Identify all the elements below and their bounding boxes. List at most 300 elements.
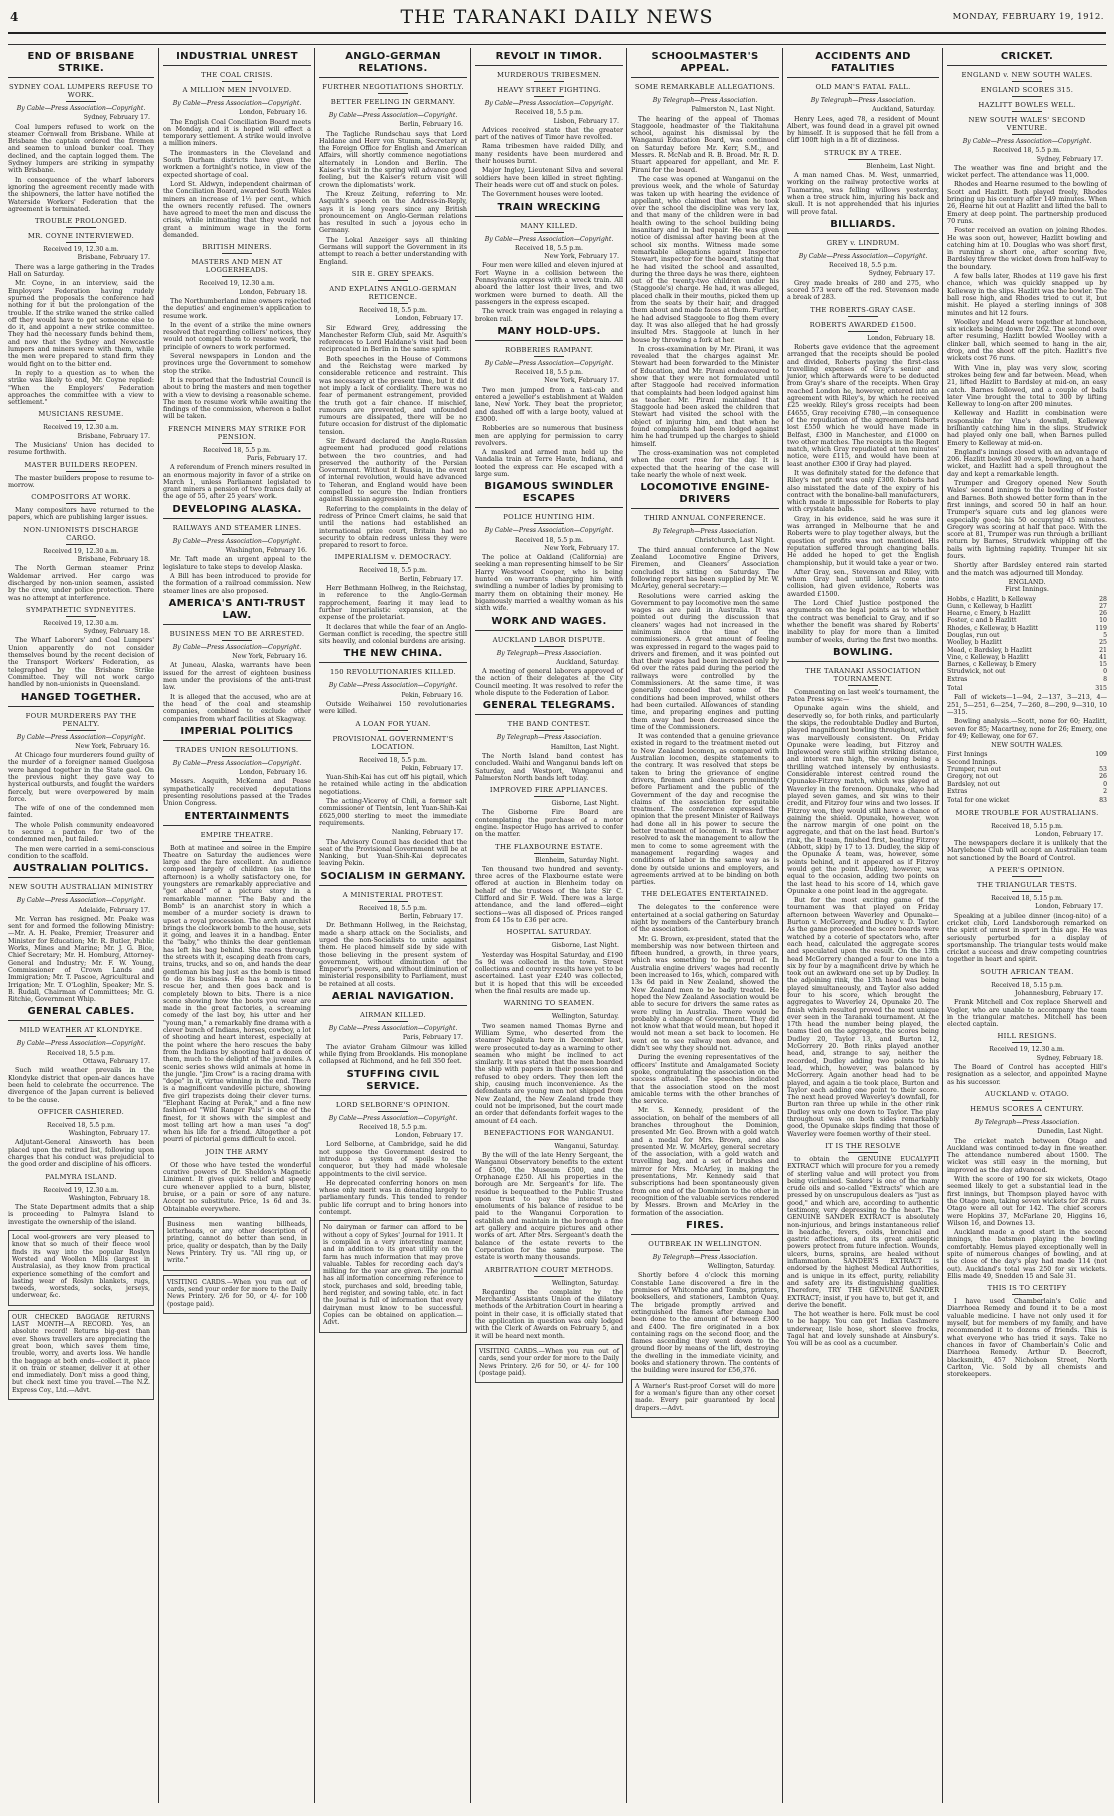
subheading: IT IS THE RESOLVE [787, 1142, 939, 1153]
subheading: AUCKLAND LABOR DISPUTE. [475, 636, 623, 647]
paragraph: At Chicago four murderers found guilty of the murder of a foreigner named Guelgosa were hanged together in the State gaol. On the previous night they gave way to hysterical outbursts, and fought the warders fiercely, but were overpowered by main force. [8, 751, 154, 803]
headline: LOCOMOTIVE ENGINE-DRIVERS [631, 482, 779, 509]
masthead [8, 6, 1106, 34]
byline: By Cable—Press Association—Copyright. [328, 1025, 458, 1033]
paragraph: The Lord Chief Justice postponed the arguments on the legal points as to whether the contract was beneficial to Gray, and if so whether the benefit was shared by Roberts' inability to play for more than a limited number of weeks, during the first two months. [787, 599, 939, 644]
headline: REVOLT IN TIMOR. [475, 51, 623, 66]
paragraph: It was definitely stated for the defence that Riley's net profit was only £300. Roberts had also misstated the date of the expiry of his contract with the bonaline-ball manufacturers, which made it impossible for Roberts to play with crystalate balls. [787, 468, 939, 514]
byline: By Telegraph—Press Association. [974, 1118, 1080, 1126]
paragraph: Many compositors have returned to the papers, which are publishing larger issues. [8, 506, 154, 522]
dateline: New York, February 17. [544, 253, 619, 261]
paragraph: Auckland made a good start in the second innings, the batsmen playing the bowling comfortably. Hemus played exceptionally well in spite of numerous changes of bowling, and at the close of the day's play had made 114 (not out). Auckland's total was 250 for six wickets. Ellis made 49, Snedden 15 and Sale 31. [947, 1228, 1107, 1280]
byline: By Cable—Press Association—Copyright. [328, 112, 458, 119]
score-table [947, 751, 1107, 795]
paragraph: Fall of wickets—1—94, 2—137, 3—213, 4—251, 5—251, 6—254, 7—260, 8—290, 9—310, 10—315. [947, 693, 1107, 716]
subheading: MILD WEATHER AT KLONDYKE. [8, 1026, 154, 1037]
subheading: SIR E. GREY SPEAKS. [319, 270, 467, 281]
dateline: Auckland, Saturday. [556, 658, 619, 666]
subheading: ENGLAND v. NEW SOUTH WALES. [947, 71, 1107, 82]
paragraph: But for the most exciting game of the tournament was that played on Friday afternoon between Waverley and Opunake—Burton v. McGorrery, and Dudley v. D. Taylor. As the game proceeded the score boards were watched by a coterie of spectators who, after each head, calculated the aggregate scores and speculated upon the result. On the 13th head McGorrery changed a four to one into a six by four by a magnificent drive by which he took out an awkward one set up by Dudley. In the adjoining rink, the 13th head was being played simultaneously, and Taylor also added four to his score, which brought the aggregates to Waverley 24, Opunake 20. The finish which resulted proved the most unique ever seen in the Taranaki tournament. At the 17th head the number being played, the teams tied on the aggregate, the scores being Dudley 20, Taylor 13, and Burton 12, McGorrery 20. Both rinks played another head, and, strange to say, neither the recorded, Dudley adding two points to his lead, which, however, was balanced by McGorrery. Again another head had to be played, and again a tie took place, Burton and Taylor each adding one point to their score. The next head proved Waverley's downfall, for Burton ran three up while in the other rink Dudley was only one down to Taylor. The play throughout was on both sides remarkably good, the Opunake skips finding that those of Waverley were foemen worthy of their steel. [787, 896, 939, 1138]
score-name: Hobbs, c Hazlitt, b Kelleway [947, 595, 1036, 603]
issue-date: MONDAY, FEBRUARY 19, 1912. [952, 12, 1104, 22]
dateline: London, February 18. [867, 334, 935, 342]
paragraph: Mr. Verran has resigned. Mr. Peake was sent for and formed the following Ministry:—Mr. A. H. Peake, Premier, Treasurer and Minister for Education; Mr. R. Butler, Public Works, Mines and Marine; Mr. J. G. Bice, Chief Secretary; Mr. H. Homburg, Attorney-General and Industry; Mr. F. W. Young, Commissioner of Crown Lands and Immigration; Mr. T. Pascoe, Agricultural and Irrigation; Mr. T. O'Loghlin, Speaker; Mr. S. B. Rudall, Chairman of Committees; Mr. G. Ritchie, Government Whip. [8, 914, 154, 1004]
paragraph: Rhodes and Hearne resumed to the bowling of Scott and Hazlitt. Both played freely, Rhodes bringing up his century after 149 minutes. When 26, Hearne hit out at Hazlitt and lifted the ball to Emery at deep point. The partnership produced 70 runs. [947, 180, 1107, 225]
score-value: 25 [1099, 639, 1107, 647]
advertisement [631, 1379, 779, 1418]
byline: By Telegraph—Press Association. [496, 649, 602, 657]
subheading: HILL RESIGNS. [947, 1032, 1107, 1043]
dateline: Christchurch, Last Night. [694, 537, 775, 545]
received-line: Received 18, 5.5 p.m. [993, 147, 1061, 155]
paragraph: The newspapers declare it is unlikely that the Marylebone Club will accept an Australian team not sanctioned by the Board of Control. [947, 839, 1107, 862]
subheading: OFFICER CASHIERED. [8, 1108, 154, 1119]
paragraph: The master builders propose to resume to-morrow. [8, 473, 154, 489]
dateline: Pekin, February 17. [401, 764, 463, 772]
received-line: Received 18, 5.5 p.m. [359, 1123, 427, 1131]
paragraph: Lord St. Aldwyn, independent chairman of the Conciliation Board, awarded South Wales miners an increase of 1½ per cent., which the owners recently refused. The owners have agreed to meet the men and discuss the crisis, while intimating that they would not grant a minimum wage in the form demanded. [163, 179, 311, 240]
score-value: 119 [1095, 624, 1107, 632]
dateline: Sydney, February 17. [83, 114, 150, 122]
score-name: Barnes, c Kelleway, b Emery [947, 661, 1037, 669]
advertisement-text: OUR CHECKED BAGGAGE RETURNS LAST MONTH—A RECORD. Yes, an absolute record! Returns big-gest than ever. Shows travellers are appreciating the great boon, which saves them time, trouble, worry, and averts loss. We handle the baggage at both ends—collect it, place it on train or steamer, deliver it at other end immediately. Don't miss a good thing, but check next time you travel.—The N.Z. Express Coy., Ltd.—Advt. [12, 1313, 150, 1394]
score-name: Strudwick, not out [947, 668, 1006, 676]
subheading: MR. COYNE INTERVIEWED. [8, 232, 154, 243]
paragraph: Trumper and Gregory opened New South Wales' second innings to the bowling of Foster and Barnes. Both showed better form than in the first innings, and scored 50 in half an hour. Trumper's square cuts and leg glances were especially good; his 50 occupying 45 minutes. Gregory was scoring at half that pace. With the score at 81, Trumper was run through a brilliant return by Barnes, Strudwick whipping off the bails with lightning rapidity. Trumper hit six fours. [947, 479, 1107, 561]
score-value: 0 [1103, 668, 1107, 676]
byline: By Cable—Press Association—Copyright. [484, 527, 614, 535]
paragraph: In reply to a question as to when the strike was likely to end, Mr. Coyne replied: "When the Employers' Federation approaches the committee with a view to settlement." [8, 368, 154, 407]
paragraph: There was a large gathering in the Trades Hall on Saturday. [8, 262, 154, 279]
paragraph: Roberts gave evidence that the agreement arranged that the receipts should be pooled and divided, Roberts paying the first-class travelling expenses of Gray's senior and junior, which afterwards were to be deducted from Gray's share of the receipts. When Gray reached London he, however, entered into an agreement with Riley's, by which he received £25 weekly. Riley's gross receipts had been £4655, Gray receiving £780,—in consequence of the repudiation of the agreement Roberts lost £550 which he would have made in Belfast, £300 in Manchester, and £1000 on two other matches. The receipts in the Regent match, which Gray repudiated at ten minutes' notice, were £115, and would have been at least another £300 if Gray had played. [787, 342, 939, 468]
subheading: THE FLAXBOURNE ESTATE. [475, 843, 623, 854]
received-line: Received 19, 12.30 a.m. [43, 619, 119, 627]
paragraph: Mr. G. Brown, ex-president, stated that the membership was now between thirteen and fifteen hundred, a growth, in three years, which was something to be proud of. In Australia engine drivers' wages had recently been increased to 16s, which, compared with 13s 6d paid in New Zealand, showed the New Zealand men to be badly treated. He hoped the New Zealand Association would be able to secure for drivers the same rates as were ruling in Australia. There would be probably a change of Government. They did not know what that would mean, but hoped it would not mean a set back to locomen. He went on to see railway men advance, and didn't see why they should not. [631, 934, 779, 1053]
byline: By Cable—Press Association—Copyright. [484, 235, 614, 243]
score-row [947, 617, 1107, 624]
headline: MANY HOLD-UPS. [475, 326, 623, 341]
dateline: New York, February 17. [544, 544, 619, 552]
subheading: MASTERS AND MEN AT LOGGERHEADS. [163, 258, 311, 277]
subheading: A PEER'S OPINION. [947, 866, 1107, 877]
paragraph: Frank Mitchell and Cox replace Sherwell and Vogler, who are unable to accompany the team in the triangular matches. Mitchell has been elected captain. [947, 998, 1107, 1029]
dateline: Nanking, February 17. [391, 829, 463, 837]
headline: SOCIALISM IN GERMANY. [319, 871, 467, 886]
subheading: MURDEROUS TRIBESMEN. [475, 71, 623, 82]
subheading: ROBERTS AWARDED £1500. [787, 321, 939, 332]
dateline: Berlin, February 17. [399, 575, 463, 583]
score-table [947, 685, 1107, 692]
paragraph: Mr. S. Kennedy, president of the association, on behalf of the members of all branches throughout the Dominion, presented Mr. Geo. Brown with a gold watch and a medal for Mrs. Brown, and also presented Mr. W. McArley, general secretary of the association, with a gold watch and travelling bag, and a set of brushes and mirror for Mrs. McArley, in making the presentations, Mr. Kennedy said that subscriptions had been spontaneously given from one end of the Dominion to the other in recognition of the valuable services rendered by Messrs. Brown and McArley in the formation of the association. [631, 1106, 779, 1217]
received-line: Received 19, 12.30 a.m. [199, 280, 275, 288]
headline: HANGED TOGETHER. [8, 692, 154, 707]
byline: By Cable—Press Association—Copyright. [16, 897, 146, 905]
byline: By Cable—Press Association—Copyright. [172, 643, 302, 651]
paragraph: A meeting of general laborers approved of the action of their delegates at the City Council meeting. It was resolved to refer the whole dispute to the Federation of Labor. [475, 667, 623, 698]
paragraph: Adjutant-General Ainsworth has been placed upon the retired list, following upon charges that his conduct was prejudicial to the good order and discipline of his officers. [8, 1138, 154, 1169]
headline: BOWLING. [787, 647, 939, 662]
score-row [947, 596, 1107, 603]
score-name: First Innings [947, 751, 988, 759]
byline: By Cable—Press Association—Copyright. [172, 100, 302, 107]
subheading: HEMUS SCORES A CENTURY. [947, 1105, 1107, 1116]
column-2 [158, 48, 315, 1803]
dateline: London, February 16. [239, 109, 307, 117]
subheading: EMPIRE THEATRE. [163, 831, 311, 842]
advertisement-text: Business men wanting billheads, letterheads, or any other description of printing, cannot do better than send, in price, quality or despatch, than by the Daily News Printery. Try us. "All ring up, or write." [167, 1220, 307, 1265]
subheading: A LOAN FOR YUAN. [319, 720, 467, 731]
dateline: New York, February 16. [232, 653, 307, 661]
paragraph: Kelleway and Hazlitt in combination were responsible for Vine's downfall, Kelleway brilliantly catching him in the slips. Strudwick had played only one ball, when Barnes pulled Emery to Kelleway at mid-on. [947, 409, 1107, 447]
score-name: Gregory, not out [947, 773, 999, 781]
score-value: 26 [1099, 773, 1107, 781]
paragraph: The hearing of the appeal of Thomas Staggoole, headmaster of the Tiakitahuna school, against his dismissal by the Wanganui Education Board, was continued on Saturday before Mr. Kerr, S.M., and Messrs. R. McNab and R. B. Broad. Mr. R. D. Stuart appeared for appellant, and Mr. F. Pirani for the board. [631, 114, 779, 174]
byline: By Telegraph—Press Association. [652, 97, 758, 104]
score-name: Trumper, run out [947, 766, 1001, 774]
paragraph: Four men were killed and eleven injured at Fort Wayne in a collision between the Pennsylvania express with a wreck train. All aboard the latter lost their lives, and two workmen were burned to death. All the passengers in the express escaped. [475, 261, 623, 306]
paragraph: England's innings closed with an advantage of 206. Hazlitt bowled 30 overs, bowling, on a hard wicket, and Hazlitt had a spell throughout the day and kept a remarkable length. [947, 447, 1107, 478]
column-5 [626, 48, 783, 1803]
dateline: Sydney, February 17. [1036, 155, 1103, 163]
received-line: Received 18, 5.5 p.m. [515, 244, 583, 252]
paragraph: Lord Selborne, at Cambridge, said he did not suppose the Government desired to introduce a system of spoils to the conqueror, but they had made wholesale appointments to the civil service. [319, 1140, 467, 1178]
score-value: 5 [1103, 632, 1107, 639]
byline: By Cable—Press Association—Copyright. [798, 252, 928, 260]
subheading: SYMPATHETIC SYDNEYITES. [8, 606, 154, 617]
paragraph: The police at Oakland (California) are seeking a man representing himself to be Sir Harry Westwood Cooper, who is being hunted on warrants charging him with swindling a number of ladies by promising to marry them on obtaining their money. He bigamously married a wealthy woman as his sixth wife. [475, 553, 623, 613]
score-row [947, 751, 1107, 758]
paragraph: By the will of the late Henry Sergeant, the Wanganui Observatory benefits to the extent of £500, the Museum £500, and the Orphanage £250. All his properties in the borough are Mr. Sergeant's for life. The residue is bequeathed to the Public Trustee upon trust to pay the interest and emoluments of his balance of residue to be paid to the Wanganui Corporation to establish and maintain in the borough a fine art gallery and acquire pictures and other works of art. After Mrs. Sergeant's death the balance of the estate reverts to the Corporation for the same purpose. The estate is worth many thousands. [475, 1151, 623, 1262]
headline: GENERAL TELEGRAMS. [475, 700, 623, 715]
paragraph: The aviator Graham Gilmour was killed while flying from Brooklands. His monoplane collapsed at Richmond, and he fell 350 feet. [319, 1042, 467, 1066]
score-value: 109 [1095, 751, 1107, 759]
paragraph: The Lokal Anzeiger says all thinking Germans will support the Government in its attempt to reach a better understanding with England. [319, 235, 467, 266]
headline: BILLIARDS. [787, 219, 939, 234]
paragraph: Opunake again wins the shield, and deservedly so, for both rinks, and particularly the skips, the redoubtable Dudley and Burton, played magnificent bowling throughout, which was marvellously consistent. On Friday Opunake were leading, but Fitzroy and Inglewood were still within striking distance, and interest ran high, the evening being a thrilling watched intensely by enthusiasts. Considerable interest centred round the Opunake-Fitzroy match, which was played at Waverley in the forenoon. Opunake, who had played seven games, and six wins to their credit, and Fitzroy four wins and two losses. If Fitzroy won, they would still have a chance of gaining the shield. Opunake, however, won the narrow margin of one point on the aggregate, and that on the last head. Burton's rink, the B team, finished first, beating Fitzroy (Abbott, skip) by 17 to 13. Dudley, the skip of the Opunake A team, was, however, some points behind, and it appeared as if Fitzroy would get the point. Dudley, however, was equal to the occasion, adding two points on the last head to his score of 14, which gave Opunake a one point lead in the aggregate. [787, 704, 939, 895]
paragraph: Of those who have tested the wonderful curative powers of Dr. Sheldon's Magnetic Liniment. It gives quick relief and speedy cure whenever applied to a burn, blister, bruise, or a pain or sore of any nature. Accept no substitute. Price, 1s 6d and 3s. Obtainable everywhere. [163, 1160, 311, 1213]
dateline: Paris, February 17. [402, 1034, 463, 1042]
subheading: PALMYRA ISLAND. [8, 1173, 154, 1184]
score-name: Gunn, c Kelleway, b Hazlitt [947, 602, 1032, 610]
paragraph: The delegates to the conference were entertained at a social gathering on Saturday night by members of the Canterbury branch of the association. [631, 903, 779, 934]
paragraph: It is alleged that the accused, who are at the head of the coal and steamship companies, combined to exclude other companies from wharf facilities at Skagway. [163, 692, 311, 723]
column-7 [942, 48, 1107, 1803]
subheading: THE BAND CONTEST. [475, 720, 623, 731]
paragraph: to obtain the GENUINE EUCALYPTI EXTRACT which will procure for you a remedy of sterling value and will protect you from being victimised. Sanders' is one of the many crude oils and so-called "Extracts" which are pressed by on unscrupulous dealers as "just as good," and which are, according to authentic testimony, very depressing to the heart. The GENUINE SANDER EXTRACT is absolutely non-injurious, and brings instantaneous relief in headache, fevers, colds, bronchial and gastric affections, and its great antiseptic powers protect from future infection. Wounds, ulcers, burns, sprains, are healed without inflammation. SANDER'S EXTRACT is endorsed by the highest Medical Authorities, and is unique in its effect, purity, reliability and safety are its distinguishing qualities. Therefore, TRY THE GENUINE SANDER EXTRACT; insist, if you have to, but get it, and derive the benefit. [787, 1154, 939, 1309]
received-line: Received 18, 5.5 p.m. [359, 904, 427, 912]
score-row [947, 647, 1107, 654]
paragraph: Shortly before 4 o'clock this morning Constable Lane discovered a fire in the premises of Whitcombe and Tombs, printers, booksellers, and stationers, Lambton Quay. The brigade promptly arrived and extinguished the flames after damage had been done to the amount of between £300 and £400. The fire originated in a box containing rags on the second floor, and the flames ascending they went down to the ground floor by means of the lift, destroying the dwelling in the immediate vicinity, and books and stationery thrown. The contents of the building were insured for £56,376. [631, 1271, 779, 1375]
score-row [947, 603, 1107, 610]
subheading: ROBBERIES RAMPANT. [475, 346, 623, 357]
dateline: Brisbane, February 17. [77, 254, 150, 262]
byline: By Cable—Press Association—Copyright. [328, 682, 458, 690]
paragraph: Shortly after Bardsley entered rain started and the match was adjourned till Monday. [947, 561, 1107, 577]
paragraph: Both at matinee and soiree in the Empire Theatre on Saturday the audiences were large and the fare excellent. An audience composed largely of children (as in the afternoon) is a wholly satisfactory one, for youngsters are remarkably appreciative and "get ahead" of a picture story in a remarkable manner. "The Baby and the Bomb" is an anarchist story in which a member of a murder society is drawn to upset a royal procession. The arch anarchist brings the clockwork bomb to the house, sets it going, and leaves it in a handbag. Enter the "baby," who thinks the dear gentleman has left his bag behind. She races through the streets with it, escaping death from cars, trains, trucks, and so on, and hands the dear gentleman his bag just as the bomb is timed to do its business. He has a moment to rescue her, and then goes back and is completely blown to bits. There is a nice scene showing how the boots you wear are made in the great factories, a screaming comedy of the last boy, his utter and her "young man," a remarkably fine drama with a clever bunch of Indians, horses, cowboy, a lot of shooting and heart interest, especially at the point where the hero rescues the baby from the Indians by shooting half a dozen of them, much to the delight of the juveniles. A scenic series shows wild animals at home in the jungle. "Jim Crow" is a racing drama with "dope" in it, virtue winning in the end. There is a magnificent vandeville picture, showing five girl trapezists doing their clever turns. "Elephant Racing at Perak," and a fine new fashion-ed "Wild Ranger Pals" is one of the finest, for it shows with the simplest and most telling art how a man uses "a dog" when his life for a friend. Altogether a pot pourri of pictorial gems difficult to excel. [163, 843, 311, 1144]
paragraph: The men were carried in a semi-conscious condition to the scaffold. [8, 844, 154, 860]
paragraph: Foster received an ovation on joining Rhodes. He was soon out, however, Hazlitt bowling and catching him at 10. Douglas who was short first, in running a short one, after scoring five, Bardsley threw the wicket down from half-way to the boundary. [947, 226, 1107, 271]
subheading: THE TARANAKI ASSOCIATION TOURNAMENT. [787, 667, 939, 686]
score-row [947, 788, 1107, 795]
paragraph: Outside Weihaiwei 150 revolutionaries were killed. [319, 700, 467, 716]
subheading: THE ROBERTS-GRAY CASE. [787, 306, 939, 317]
paragraph: Yesterday was Hospital Saturday, and £190 5s 9d was collected in the town. Street collections and country results have yet to be ascertained. Last year £240 was collected, but it is hoped that this will be exceeded when the final results are made up. [475, 950, 623, 996]
headline: INDUSTRIAL UNREST [163, 51, 311, 66]
score-row [947, 781, 1107, 788]
headline: THE NEW CHINA. [319, 648, 467, 663]
paragraph: The weather was fine and bright and the wicket perfect. The attendance was 11,000. [947, 163, 1107, 180]
received-line: Received 19, 12.30 a.m. [989, 1046, 1065, 1054]
dateline: Hamilton, Last Night. [550, 743, 619, 751]
score-row [947, 610, 1107, 617]
headline: ACCIDENTS AND FATALITIES [787, 51, 939, 78]
score-value: 315 [1095, 685, 1107, 693]
subheading: TRADES UNION RESOLUTIONS. [163, 746, 311, 757]
paragraph: The Northumberland mine owners rejected the deputies' and enginemen's application to resume work. [163, 296, 311, 320]
received-line: Received 18, 5.5 p.m. [515, 536, 583, 544]
received-line: Received 19, 12.30 a.m. [43, 424, 119, 432]
score-row [947, 773, 1107, 780]
paragraph: The Musicians' Union has decided to resume forthwith. [8, 440, 154, 457]
paragraph: The State Department admits that a ship is proceeding to Palmyra Island to investigate the ownership of the island. [8, 1203, 154, 1226]
paragraph: Several newspapers in London and the provinces urge the Government to somehow stop the strike. [163, 352, 311, 375]
dateline: Sydney, February 17. [868, 270, 935, 278]
score-table [947, 797, 1107, 804]
column-1 [8, 48, 158, 1803]
score-name: Rhodes, c Kelleway, b Hazlitt [947, 624, 1039, 632]
dateline: Berlin, February 17. [399, 913, 463, 921]
byline: By Telegraph—Press Association. [652, 1253, 758, 1261]
subheading: 150 REVOLUTIONARIES KILLED. [319, 668, 467, 679]
paragraph: The hot weather is here. Folk must be cool to be happy. You can get Indian Cashmere underwear, lisle hose, short sleeve frocks, Tagal hat and lovely sunshade at Ainsbury's. You will be as cool as a cucumber. [787, 1310, 939, 1348]
subheading: FOUR MURDERERS PAY THE PENALTY. [8, 712, 154, 731]
paragraph: In cross-examination by Mr. Pirani, it was revealed that the charges against Mr. Stewart had been forwarded to the Minister of Education, and Mr. Pirani endeavoured to show that they were not formulated until after Staggoole had received information that complaints had been lodged against him as teacher. Mr. Pirani maintained that Staggoole had been asked the children that Stewart had visited the school with the object of injuring him, and that when he found complaints had been lodged against him he had trumped up the charges to shield himself. [631, 344, 779, 448]
paragraph: In the event of a strike the mine owners resolved that regarding colliers' notices, they would not compel them to resume work, the principle of owners to work performed. [163, 320, 311, 351]
score-name: Douglas, run out [947, 632, 1000, 639]
dateline: Johannesburg, February 17. [1015, 989, 1103, 997]
byline: By Cable—Press Association—Copyright. [962, 138, 1092, 145]
byline: By Telegraph—Press Association. [496, 734, 602, 742]
paragraph: The case was opened at Wanganui on the previous week, and the whole of Saturday was taken up with hearing the evidence of appellant, who claimed that when he took over the school the discipline was very lax, and that many of the children were in bad health owing to the school building being insanitary and in bad repair. He was given notice of dismissal after having been at the school six months. Witness made some remarkable allegations against Inspector Stewart, inspector for the board, stating that he had visited the school and assaulted, during the three days he was there, eighteen out of the twenty-two children under his (Staggoole's) charge. He had, it was alleged, placed chalk in their mouths, picked them up from the seats by their hair, and dragged them about and made faces at them. Further, he had advised Staggoole to flog them every day. It was also alleged that he had grossly insulted Mrs. Staggoole at lunch in her house by throwing a fork at her. [631, 174, 779, 344]
paragraph: The cricket match between Otago and Auckland was continued to-day in fine weather. The attendance numbered about 1500. The wicket was still easy in the morning, but improved as the day advanced. [947, 1136, 1107, 1174]
paragraph: The cross-examination was not completed when the court rose for the day. It is expected that the hearing of the case will take nearly the whole of next week. [631, 448, 779, 479]
paragraph: A masked and armed man held up the Vandalia train at Terre Haute, Indiana, and looted the express car. He escaped with a large sum. [475, 448, 623, 478]
centered-label: NEW SOUTH WALES. [991, 741, 1063, 750]
subheading: PROVISIONAL GOVERNMENT'S LOCATION. [319, 735, 467, 754]
centered-label: First Innings. [1005, 585, 1049, 594]
paragraph: The Gisborne Fire Board are contemplating the purchase of a motor engine. Inspector Hugo has arrived to confer on the matter. [475, 808, 623, 839]
paragraph: The acting-Viceroy of Chili, a former salt commissioner of Tientsin, lent Yuan-Shih-Kai £625,000 sterling to meet the immediate requirements. [319, 797, 467, 827]
advertisement [475, 1344, 623, 1383]
score-name: Second Innings. [947, 758, 998, 766]
paragraph: At Juneau, Alaska, warrants have been issued for the arrest of eighteen business men under the provisions of the anti-trust law. [163, 661, 311, 692]
score-value: 0 [1103, 780, 1107, 788]
headline: AERIAL NAVIGATION. [319, 991, 467, 1006]
paragraph: The whole Polish community endeavored to secure a pardon for two of the condemned men, but failed. [8, 820, 154, 844]
subheading: THIS IS TO CERTIFY [947, 1284, 1107, 1295]
received-line: Received 18, 5.15 p.m. [991, 895, 1063, 903]
masthead-rule [8, 44, 1106, 45]
dateline: Gisborne, Last Night. [551, 800, 619, 808]
paragraph: A few balls later, Rhodes at 119 gave his first chance, which was quickly snapped up by Kelleway in the slips. Hazlitt was the bowler. The ball rose high, and Rhodes tried to cut it, but mishit. He played a sterling innings of 308 minutes and hit 12 fours. [947, 272, 1107, 317]
paragraph: The Government houses were looted. [482, 190, 604, 199]
advertisement-text: Local wool-growers are very pleased to know that so much of their fleece wool finds its way into the popular Roslyn Worsted and Woollen Mills (largest in Australasia), as they know from practical experience something of the comfort and lasting wear of Roslyn blankets, rugs, tweeds, worsteds, socks, jerseys, underwear, &c. [12, 1234, 150, 1300]
subheading: STRUCK BY A TREE. [787, 149, 939, 160]
headline: ENTERTAINMENTS [163, 811, 311, 826]
score-name: Foster, c and b Hazlitt [947, 617, 1017, 625]
paragraph: Such mild weather prevails in the Klondyke district that open-air dances have been held to celebrate the occurrence. The divergence of the Japan current is believed to be the cause. [8, 1066, 154, 1104]
subheading: A MINISTERIAL PROTEST. [319, 891, 467, 902]
score-value: 8 [1103, 675, 1107, 683]
score-value: 27 [1099, 602, 1107, 610]
headline: TRAIN WRECKING [475, 202, 623, 217]
paragraph: Two men jumped from a taxi-cab and entered a jeweller's establishment at Walden lane, New York. They beat the proprietor, and dashed off with a large booty, valued at £3000. [475, 385, 623, 423]
paragraph: Robberies are so numerous that business men are applying for permission to carry revolvers. [475, 424, 623, 447]
subheading: HAZLITT BOWLES WELL. [947, 101, 1107, 112]
advertisement-text: VISITING CARDS.—When you run out of cards, send your order for more to the Daily News Printery. 2/6 for 50, or 4/- for 100 (postage paid). [167, 1278, 307, 1308]
dateline: Berlin, February 16. [399, 121, 463, 129]
score-name: Hearne, c Emery, b Hazlitt [947, 610, 1031, 618]
dateline: Wellington, Saturday. [551, 1279, 619, 1287]
column-4 [470, 48, 627, 1803]
headline: FIRES. [631, 1220, 779, 1235]
score-name: Mead, c Bardsley, b Hazlitt [947, 646, 1032, 654]
paragraph: Yuan-Shih-Kai has cut off his pigtail, which he retained while acting in the abdication negotiations. [319, 773, 467, 796]
byline: By Cable—Press Association—Copyright. [172, 759, 302, 767]
subheading: COMPOSITORS AT WORK. [8, 493, 154, 504]
paragraph: It declares that while the fear of an Anglo-German conflict is receding, the spectre still sits heavily, and colonial burdens are arising. [319, 622, 467, 646]
paragraph: A Bill has been introduced to provide for the formation of a railroad commission. New steamer lines are also proposed. [163, 571, 311, 595]
received-line: Received 18, 5.5 p.m. [829, 262, 897, 270]
paragraph: Messrs. Asquith, McKenna and Pease sympathetically received deputations presenting resolutions passed at the Trades Union Congress. [163, 777, 311, 808]
subheading: THIRD ANNUAL CONFERENCE. [631, 514, 779, 525]
byline: By Telegraph—Press Association. [652, 528, 758, 536]
advertisement-text: VISITING CARDS.—When you run out of cards, send your order for more to the Daily News Printery. 2/6 for 50, or 4/- for 100 (postage paid). [479, 1347, 619, 1377]
score-value: 10 [1099, 617, 1107, 625]
paragraph: Sir Edward Grey, addressing the Manchester Reform Club, said Mr. Asquith's references to Lord Haldane's visit had been reciprocated in Berlin in the same spirit. [319, 323, 467, 354]
score-row [947, 676, 1107, 683]
paragraph: The Wharf Laborers' and Coal Lumpers' Union apparently do not consider themselves bound by the recent decision of the Transport Workers' Federation, as telegraphed by the Brisbane Strike Committee. They will not work cargo handled by non-unionists in Queensland. [8, 636, 154, 689]
subheading: BUSINESS MEN TO BE ARRESTED. [163, 630, 311, 641]
dateline: London, February 17. [395, 1132, 463, 1140]
paragraph: Advices received state that the greater part of the natives of Timor have revolted. [475, 125, 623, 142]
score-name: Bardsley, not out [947, 780, 1000, 788]
received-line: Received 18, 5.15 p.m. [991, 822, 1063, 830]
paragraph: The ironmasters in the Cleveland and South Durham districts have given the workmen a fortnight's notice, in view of the expected shortage of coal. [163, 148, 311, 179]
score-row [947, 797, 1107, 804]
subheading: THE TRIANGULAR TESTS. [947, 881, 1107, 892]
paragraph: Sir Edward declared the Anglo-Russian agreement had produced good relations between the two countries, and had preserved the authority of the Persian Government. Without it Russia, in the event of internal revolution, would have advanced to Teheran, and England would have been compelled to secure the Indian frontiers against Russian aggression. [319, 436, 467, 504]
subheading: POLICE HUNTING HIM. [475, 513, 623, 524]
advertisement-text: A Warner's Rust-proof Corset will do more for a woman's figure than any other corset made. Every pair guaranteed by local drapers.—Advt. [635, 1382, 775, 1412]
paragraph: Woolley and Mead were together at luncheon, six wickets being down for 262. The second over after resuming, Hazlitt bowled Woolley with a clinker ball, which seemed to hang in the air, drop, and the shoot off the pitch. Hazlitt's five wickets cost 76 runs. [947, 317, 1107, 363]
subheading: IMPROVED FIRE APPLIANCES. [475, 786, 623, 797]
paragraph: Two seamen named Thomas Byrne and William Syme, who deserted from the steamer Ngakuta here in December last, were prosecuted to-day as a warning to other seamen who might be inclined to act similarly. It was stated that the men boarded the ship with papers in their possession and refused to obey orders. They then left the ship, causing much inconvenience. As the defendants are young men not shipped from New Zealand, the New Zealand trade they could not be imprisoned, but the court made an order that defendants forfeit wages to the amount of £4 each. [475, 1021, 623, 1125]
subheading: RAILWAYS AND STEAMER LINES. [163, 524, 311, 535]
subheading: JOIN THE ARMY [163, 1148, 311, 1159]
advertisement-text: No dairyman or farmer can afford to be without a copy of Sykes' Journal for 1911. It is compiled in a very interesting manner, and in addition to its great utility on the farm has much information that may prove valuable. Tables for recording each day's milking for the year are given. The journal has all information concerning reference to stock, purchases and sold, breeding table, herd register, and sowing table, etc. in fact the Journal is full of information that every dairyman must know to be successful. Copies can be obtained on application.—Advt. [323, 1224, 463, 1327]
received-line: Received 18, 5.5 p.m. [359, 756, 427, 764]
received-line: Received 18, 5.15 p.m. [991, 981, 1063, 989]
paragraph: Referring to the complaints in the delay of redress of Prince Cmert claims, he said that until the nations had established an international prize court, Britain had no security to obtain redress unless they were prepared to resort to force. [319, 504, 467, 550]
advertisement [163, 1217, 311, 1271]
paragraph: With the score of 190 for six wickets, Otago seemed likely to get a substantial lead in the first innings, but Thompson played havoc with the Otago men, taking seven wickets for 28 runs. Otago were all out for 142. The chief scorers were Hopkins 37, McFarlane 20, Higgins 16, Wilson 16, and Downes 13. [947, 1175, 1107, 1227]
score-value: 26 [1099, 610, 1107, 618]
paragraph: The wreck train was engaged in relaying a broken rail. [475, 307, 623, 323]
subheading: ENGLAND SCORES 315. [947, 86, 1107, 97]
paragraph: The third annual conference of the New Zealand Locomotive Engine Drivers, Firemen, and Cleaners' Association concluded its sitting on Saturday. The following report has been supplied by Mr. W. McArley, general secretary:— [631, 545, 779, 591]
score-value [1091, 759, 1107, 766]
dateline: Washington, February 18. [68, 1194, 150, 1202]
headline: END OF BRISBANE STRIKE. [8, 51, 154, 78]
received-line: Received 18, 5.5 p.m. [203, 446, 271, 454]
received-line: Received 18, 5.5 p.m. [515, 109, 583, 117]
paragraph: Regarding the complaint by the Merchants' Assistants Union of the dilatory methods of the Arbitration Court in hearing a point in their case, it is officially stated that the application in question was only lodged with the Clerk of Awards on February 5, and it will be heard next month. [475, 1287, 623, 1340]
score-value: 21 [1099, 646, 1107, 654]
subheading: ARBITRATION COURT METHODS. [475, 1266, 623, 1277]
subheading: THE COAL CRISIS. [163, 71, 311, 82]
headline: IMPERIAL POLITICS [163, 726, 311, 741]
subheading: OUTBREAK IN WELLINGTON. [631, 1240, 779, 1251]
byline: By Cable—Press Association—Copyright. [484, 359, 614, 367]
dateline: Lisbon, February 17. [553, 117, 619, 125]
dateline: London, February 18. [239, 288, 307, 296]
paragraph: Mr. Coyne, in an interview, said the Employers' Federation having rudely spurned the proposals the conference had nothing for it but the prolongation of the trouble. If the strike waned the strike called off they would have to get someone else to do it, and appoint a new strike committee. They had the necessary funds behind them, and now that the Sydney and Newcastle lumpers and miners were with them, while the men were prepared to stand firm they would fight on to the bitter end. [8, 279, 154, 368]
subheading: FURTHER NEGOTIATIONS SHORTLY. [319, 83, 467, 94]
paragraph: Speaking at a jubilee dinner (incog-nito) of a cricket club, Lord Landsborough remarked on the spirit of unrest in sport in this age. He was seriously perturbed for a display of sportsmanship. The triangular tests would make cricket a success and draw competing countries together in heart and spirit. [947, 911, 1107, 964]
paragraph: Rama tribesmen have raided Dilly, and many residents have been murdered and their houses burnt. [475, 142, 623, 166]
headline: BIGAMOUS SWINDLER ESCAPES [475, 481, 623, 508]
newspaper-title: THE TARANAKI DAILY NEWS [400, 6, 714, 28]
dateline: Gisborne, Last Night. [551, 942, 619, 950]
score-row [947, 759, 1107, 766]
score-row [947, 685, 1107, 692]
paragraph: Resolutions were carried asking the Government to pay locomotive men the same wages as are paid in Australia. It was pointed out during the discussion that cleaners' wages had not increased in the minimum since the time of the commissioners. A great amount of feeling was expressed in regard to the wages paid to drivers and firemen, and it was pointed out that their wages had been increased only by 6d over the rates paid during the period the railways were controlled by the Commissioners. At the same time, it was generally conceded that some of the conditions had been improved, whilst others had been curtailed. Allowances of standing time, and preparing engines and putting them away had been decreased since the time of the Commissioners. [631, 591, 779, 731]
received-line: Received 18, 5.5 p.m. [47, 1121, 115, 1129]
paragraph: Dr. Bethmann Hollweg, in the Reichstag, made a sharp attack on the Socialists, and urged the non-Socialists to unite against them. He placed himself side by side with those believing in the present system of government, without diminution of the Emperor's powers, and without diminution of ministerial responsibility to Parliament, must be retained at all costs. [319, 921, 467, 988]
paragraph: The Advisory Council has decided that the seat of the Provisional Government will be at Nanking, but Yuan-Shih-Kai deprecates leaving Pekin. [319, 837, 467, 868]
dateline: Blenheim, Last Night. [866, 162, 935, 170]
dateline: Wellington, Saturday. [707, 1263, 775, 1271]
score-name: Total [947, 685, 963, 693]
byline: By Cable—Press Association—Copyright. [484, 100, 614, 107]
headline: ANGLO-GERMAN RELATIONS. [319, 51, 467, 78]
subheading: BENEFACTIONS FOR WANGANUI. [475, 1129, 623, 1140]
dateline: London, February 17. [1035, 830, 1103, 838]
subheading: BRITISH MINERS. [163, 243, 311, 254]
dateline: Brisbane, February 17. [77, 432, 150, 440]
paragraph: Mr. Taft made an urgent appeal to the legislature to take steps to develop Alaska. [163, 555, 311, 571]
byline: By Cable—Press Association—Copyright. [16, 733, 146, 741]
subheading: SOME REMARKABLE ALLEGATIONS. [631, 83, 779, 94]
subheading: NEW SOUTH WALES' SECOND VENTURE. [947, 116, 1107, 135]
subheading: NON-UNIONISTS DISCHARGE CARGO. [8, 526, 154, 545]
paragraph: He deprecated conferring honors on men whose only merit was in donating largely to parliamentary funds. This tended to render public life corrupt and to bring honors into contempt. [319, 1178, 467, 1217]
dateline: Adelaide, February 17. [78, 906, 150, 914]
dateline: Sydney, February 18. [83, 628, 150, 636]
subheading: THE DELEGATES ENTERTAINED. [631, 890, 779, 901]
headline: SCHOOLMASTER'S APPEAL. [631, 51, 779, 78]
score-value: 53 [1099, 766, 1107, 774]
byline: By Cable—Press Association—Copyright. [328, 1114, 458, 1122]
paragraph: Major Ingley, Lieutenant Silva and several soldiers have been killed in street fighting. Their heads were cut off and stuck on poles. [475, 166, 623, 189]
score-name: Woolley, b Hazlitt [947, 639, 1002, 647]
paragraph: It is reported that the Industrial Council is about to bring the masters and men together with a view to devising a reasonable scheme. The men to resume work while awaiting the findings of the commission, whereon a ballot will be taken. [163, 375, 311, 421]
score-row [947, 639, 1107, 646]
score-name: Extras [947, 787, 968, 795]
received-line: Received 18, 5.5 p.m. [359, 567, 427, 575]
score-name: Vine, c Kelleway, b Hazlitt [947, 653, 1029, 661]
